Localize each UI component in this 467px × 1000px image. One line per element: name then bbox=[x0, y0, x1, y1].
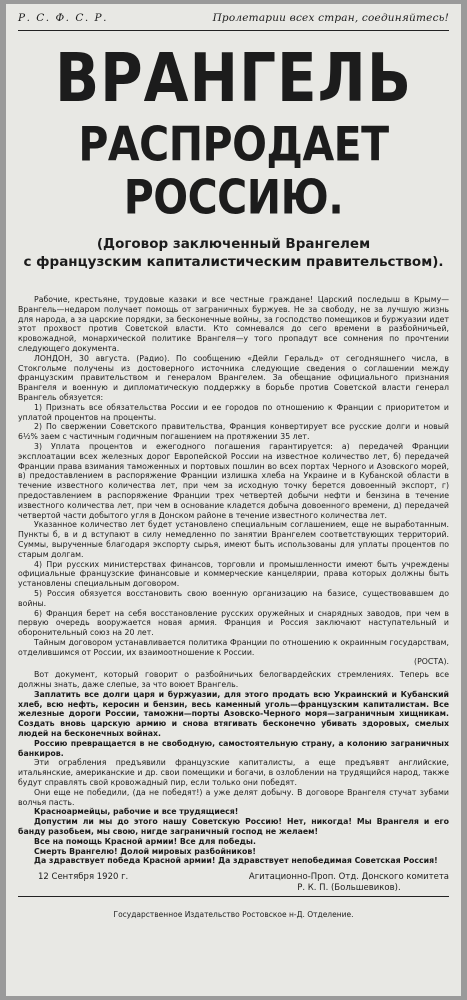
paragraph: 3) Уплата процентов и ежегодного погашения гарантируется: а) передачей Франции эксплоатации всех железных дорог Европейской России на известное количество лет, б) передачей Франции права взимания таможенных и портовых пошлин во всех портах Черного и Азовского морей, в) предоставлением в распоряжение Франции излишка хлеба на Украине и в Кубанской области в течение известного количества лет, при чем за исходную точку берется довоенный экспорт, г) предоставлением в распоряжение Франции трех четвертей добычи нефти и бензина в течение известного количества лет, при чем в основание кладется добыча довоенного времени, д) передачей четвертой части добытого угля в Донском районе в течение известного количества лет. bbox=[18, 441, 449, 520]
poster-title: ВРАНГЕЛЬ bbox=[54, 38, 413, 118]
paragraph: 1) Признать все обязательства России и ее городов по отношению к Франции с приоритетом и уплатой процентов на проценты. bbox=[18, 402, 449, 422]
paragraph: Заплатить все долги царя и буржуазии, для этого продать всю Украинский и Кубанский хлеб, всю нефть, керосин и бензин, весь каменный уголь—французским капиталистам. Все железные дороги России, таможни—порты Азовско-Черного моря—заграничным хищникам. Создать вновь царскую армию и снова втягивать бесконечно убивать здоровых, смелых людей на бесконечных войнах. bbox=[18, 689, 449, 739]
poster-subtitle bbox=[18, 235, 449, 271]
publisher-imprint: Государственное Издательство Ростовское н-Д. Отделение. bbox=[113, 910, 354, 920]
signoff bbox=[18, 872, 449, 894]
issue-date: 12 Сентября 1920 г. bbox=[38, 872, 129, 883]
paragraph: ЛОНДОН, 30 августа. (Радио). По сообщению «Дейли Геральд» от сегодняшнего числа, в Стокгольме получены из достоверного источника следующие сведения о соглашении между французским правительством и генералом Врангелем. За обещание официального признания Врангеля и военную и дипломатическую поддержку в борьбе против Советской власти генерал Врангель обязуется: bbox=[18, 353, 449, 402]
source-credit: (РОСТА). bbox=[414, 657, 449, 667]
paragraph: 4) При русских министерствах финансов, торговли и промышленности имеют быть учреждены официальные французские финансовые и коммерческие канцелярии, права которых должны быть установлены специальным договором. bbox=[18, 559, 449, 589]
paragraph: Указанное количество лет будет установлено специальным соглашением, еще не выработанным. Пункты б, в и д вступают в силу немедленно по занятии Врангелем соответствующих территорий. Суммы, вырученные благодаря экспорту сырья, имеют быть использованы для уплаты процентов по старым долгам. bbox=[18, 520, 449, 559]
paragraph: Эти ограбления предъявили французские капиталисты, а еще предъявят английские, итальянские, американские и др. свои помещики и богачи, в озлоблении на трудящийся народ, также будут справлять свой кровожадный пир, если только они победят. bbox=[18, 758, 449, 788]
poster bbox=[6, 4, 461, 996]
slogan-line: Да здравствует победа Красной армии! Да здравствует непобедимая Советская Россия! bbox=[34, 856, 438, 866]
slogan-line: Допустим ли мы до этого нашу Советскую Россию! Нет, никогда! Мы Врангеля и его банду разобьем, мы свою, нигде заграничный господ не желаем! bbox=[18, 817, 449, 837]
slogan-line: Смерть Врангелю! Долой мировых разбойников! bbox=[34, 846, 256, 856]
poster-body bbox=[18, 295, 449, 866]
paragraph: Россию превращается в не свободную, самостоятельную страну, а колонию заграничных банкиров. bbox=[18, 738, 449, 758]
poster-title-line2: РАСПРОДАЕТ РОССИЮ. bbox=[78, 116, 389, 226]
footer-divider bbox=[18, 896, 449, 897]
poster-header bbox=[18, 12, 449, 28]
paragraph: 2) По свержении Советского правительства, Франция конвертирует все русские долги и новый 6½% заем с частичным годичным погашением на протяжении 35 лет. bbox=[18, 422, 449, 442]
issuing-organization bbox=[249, 872, 449, 894]
paragraph: 6) Франция берет на себя восстановление русских оружейных и снарядных заводов, при чем в первую очередь вооружается новая армия. Франция и Россия заключают наступательный и оборонительный союз на 20 лет. bbox=[18, 608, 449, 638]
state-abbreviation: Р. С. Ф. С. Р. bbox=[18, 12, 108, 24]
paragraph: Тайным договором устанавливается политика Франции по отношению к окраинным государствам, отделившимся от России, их взаимоотношение к России. bbox=[18, 637, 449, 657]
slogan-line: Красноармейцы, рабочие и все трудящиеся! bbox=[34, 807, 239, 817]
header-divider bbox=[18, 30, 449, 31]
paragraph: Они еще не победили, (да не победят!) а уже делят добычу. В договоре Врангеля стучат зубами волчья пасть. bbox=[18, 787, 449, 807]
paragraph: Вот документ, который говорит о разбойничьих белогвардейских стремлениях. Теперь все должны знать, даже слепые, за что воюет Врангель. bbox=[18, 670, 449, 690]
subtitle-line-1: (Договор заключенный Врангелем bbox=[96, 236, 371, 252]
org-line-2: Р. К. П. (Большевиков). bbox=[297, 883, 401, 894]
org-line-1: Агитационно-Проп. Отд. Донского комитета bbox=[248, 872, 449, 883]
paragraph: 5) Россия обязуется восстановить свою военную организацию на базисе, существовавшем до войны. bbox=[18, 588, 449, 608]
subtitle-line-2: с французским капиталистическим правительством). bbox=[23, 254, 444, 270]
slogan-line: Все на помощь Красной армии! Все для победы. bbox=[34, 836, 256, 846]
paragraph: Рабочие, крестьяне, трудовые казаки и все честные граждане! Царский последыш в Крыму—Врангель—недаром получает помощь от заграничных буржуев. Не за свободу, не за лучшую жизнь для народа, а за царские порядки, за бесконечные войны, за господство помещиков и буржуазии идет этот прохвост против Советской власти. Кто сомневался до сего времени в разбойничьей, кровожадной, монархической политике Врангеля—у того пропадут все сомнения по прочтении следующего документа. bbox=[18, 295, 449, 353]
proletarian-slogan: Пролетарии всех стран, соединяйтесь! bbox=[212, 12, 449, 24]
